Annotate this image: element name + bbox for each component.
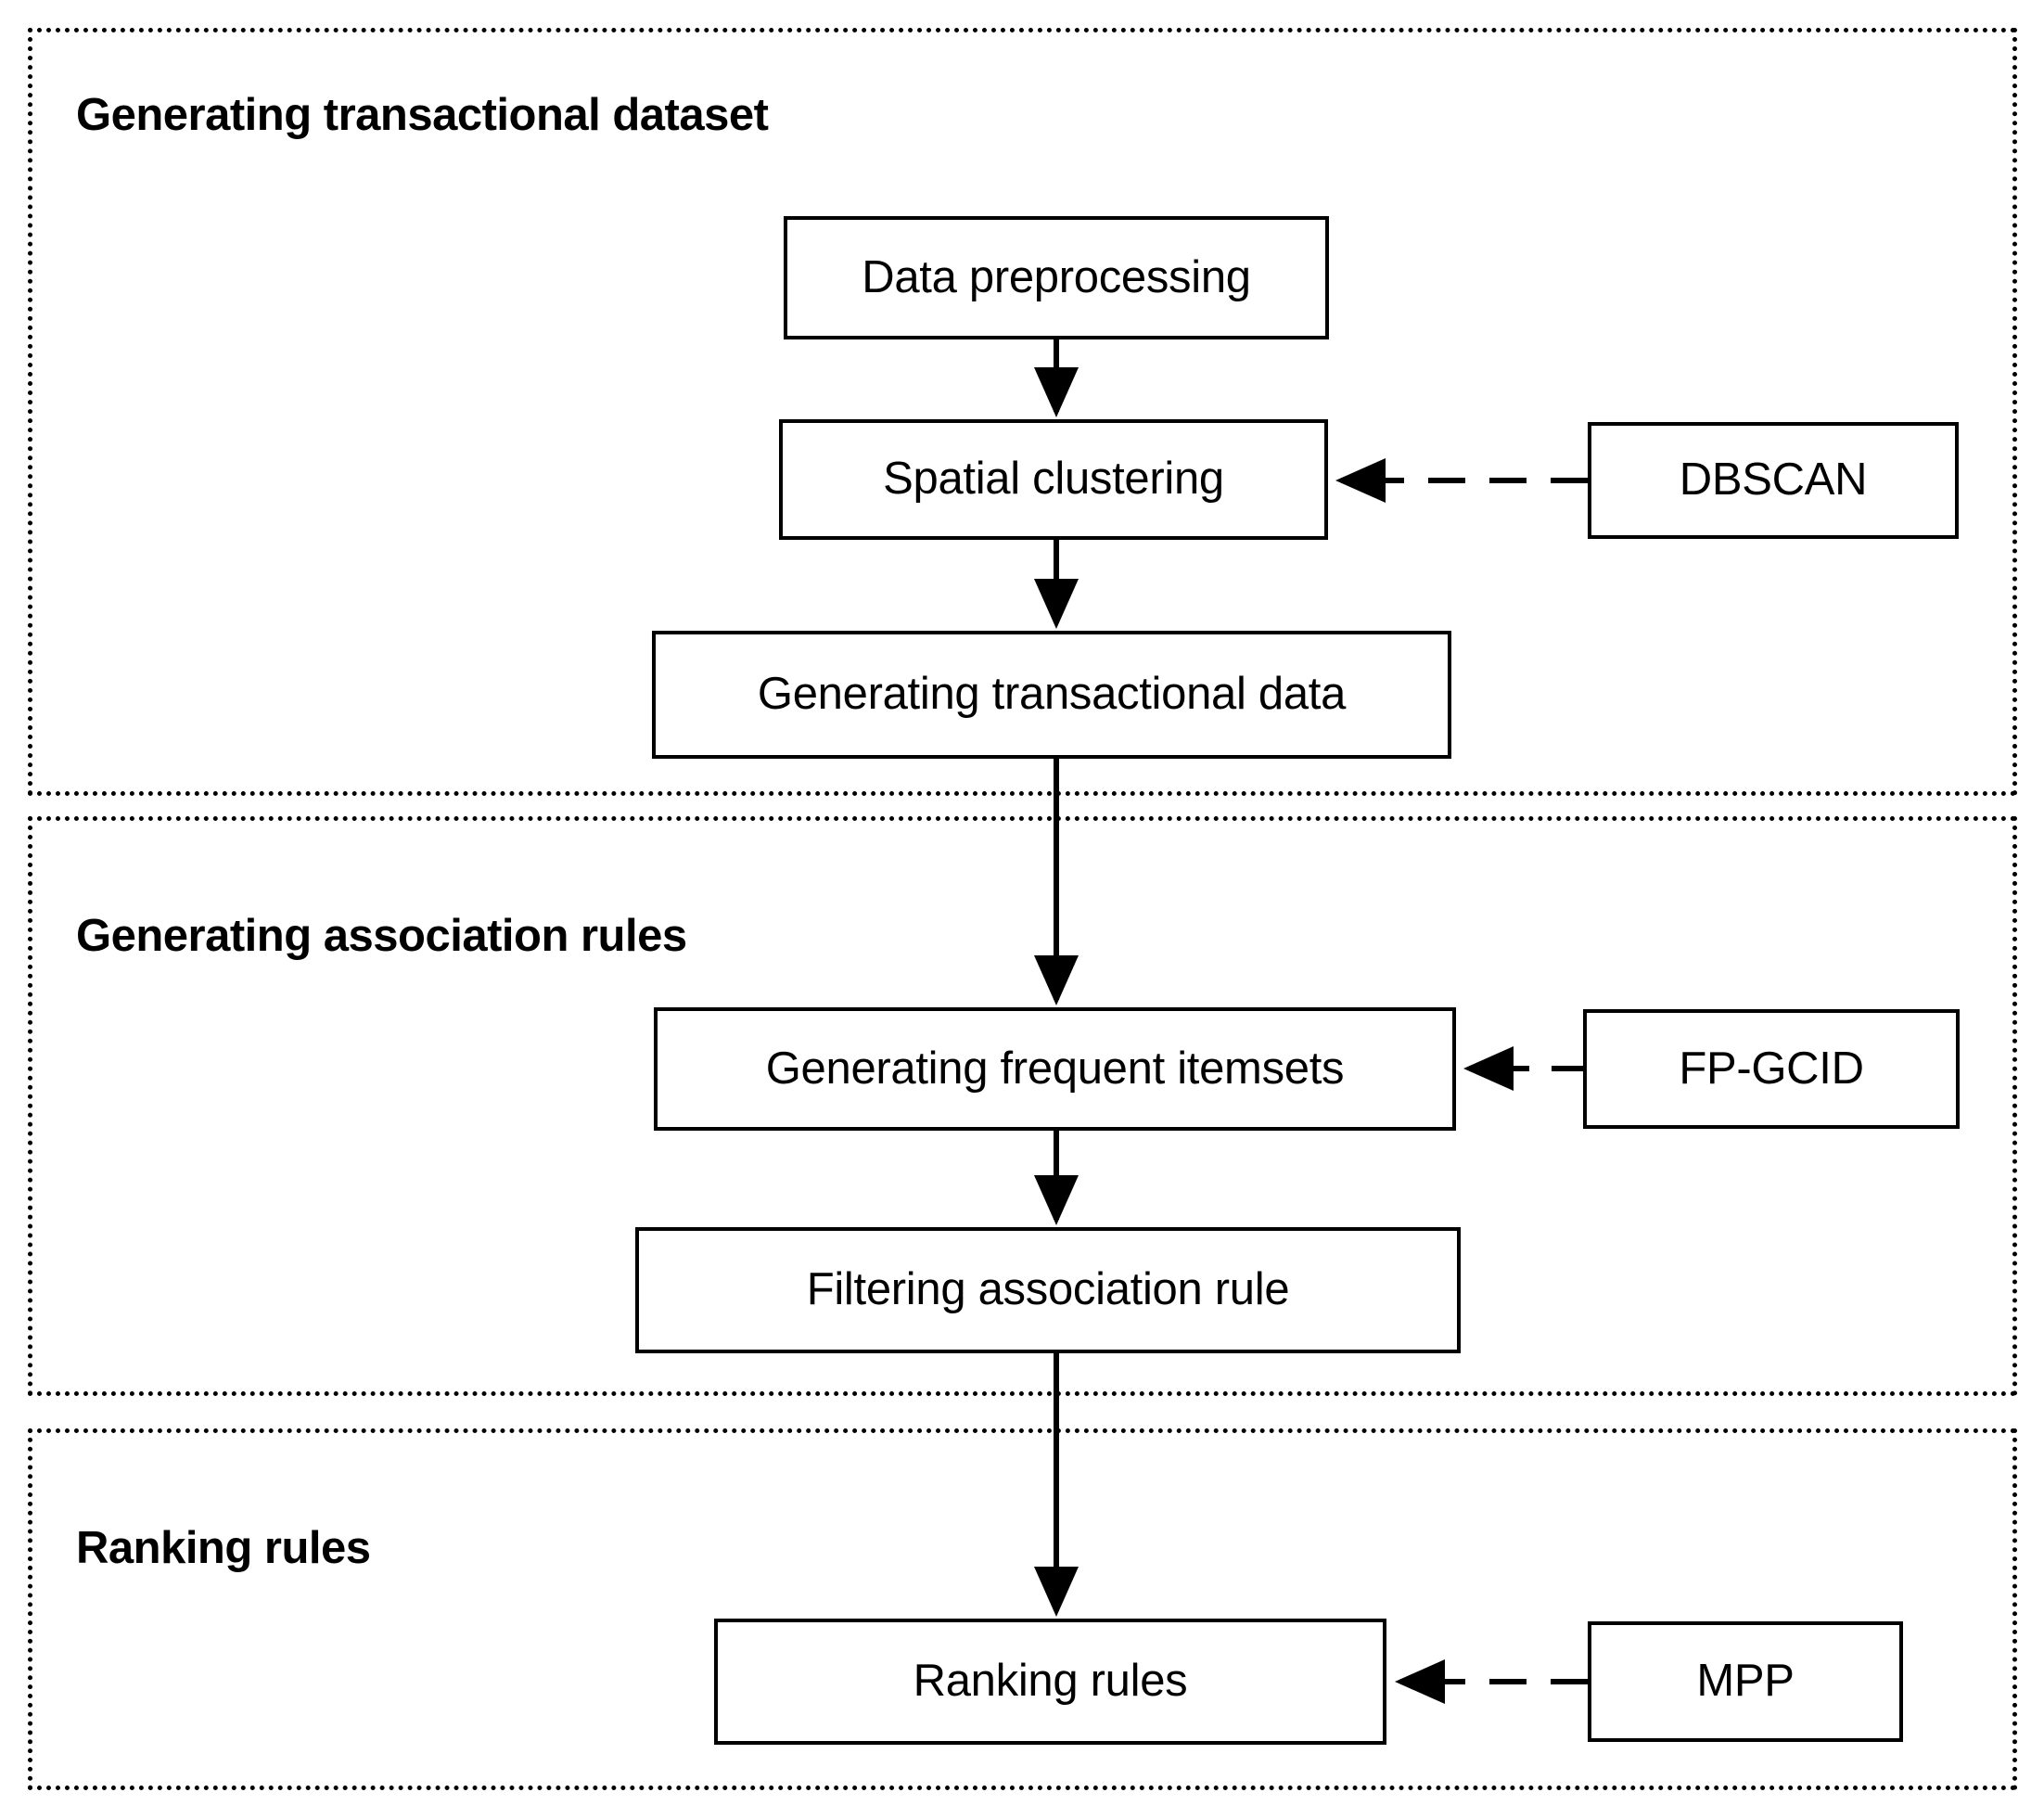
group-title-generating-association-rules: Generating association rules: [76, 911, 687, 961]
node-mpp[interactable]: MPP: [1588, 1621, 1903, 1742]
node-dbscan[interactable]: DBSCAN: [1588, 422, 1959, 539]
group-title-generating-transactional-dataset: Generating transactional dataset: [76, 90, 769, 140]
group-title-ranking-rules: Ranking rules: [76, 1523, 371, 1573]
node-generating-transactional-data[interactable]: Generating transactional data: [652, 631, 1451, 759]
node-filtering-association-rule[interactable]: Filtering association rule: [635, 1227, 1461, 1353]
node-data-preprocessing[interactable]: Data preprocessing: [784, 216, 1329, 339]
node-ranking-rules[interactable]: Ranking rules: [714, 1619, 1386, 1745]
node-spatial-clustering[interactable]: Spatial clustering: [779, 419, 1328, 540]
node-fp-gcid[interactable]: FP-GCID: [1583, 1009, 1960, 1129]
node-generating-frequent-itemsets[interactable]: Generating frequent itemsets: [654, 1007, 1456, 1131]
